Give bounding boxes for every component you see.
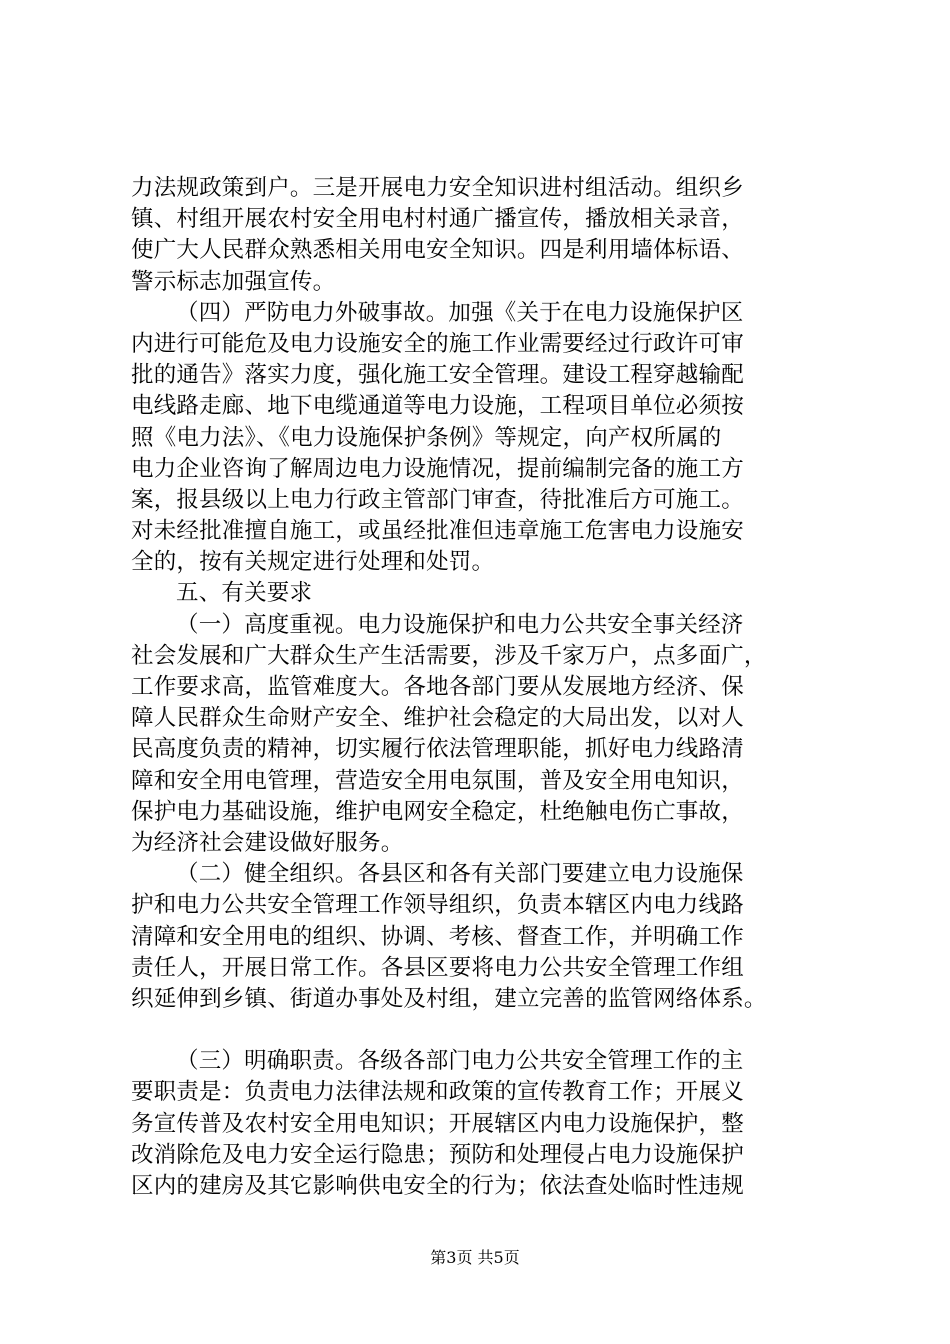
page-footer: 第3页 共5页 [430,1248,520,1267]
text-line: （三）明确职责。各级各部门电力公共安全管理工作的主 [176,1048,744,1075]
text-line: 障和安全用电管理，营造安全用电氛围，普及安全用电知识， [131,767,744,794]
text-line: 为经济社会建设做好服务。 [131,829,404,856]
text-line: 织延伸到乡镇、街道办事处及村组，建立完善的监管网络体系。 [131,985,767,1012]
text-line: 警示标志加强宣传。 [131,268,336,295]
text-line: 使广大人民群众熟悉相关用电安全知识。四是利用墙体标语、 [131,237,744,264]
text-line: 务宣传普及农村安全用电知识；开展辖区内电力设施保护，整 [131,1110,744,1137]
text-line: 电线路走廊、地下电缆通道等电力设施，工程项目单位必须按 [131,393,744,420]
blank-line [131,1015,831,1046]
text-line: 清障和安全用电的组织、协调、考核、督查工作，并明确工作 [131,923,744,950]
text-line: 工作要求高，监管难度大。各地各部门要从发展地方经济、保 [131,674,744,700]
text-line: 要职责是：负责电力法律法规和政策的宣传教育工作；开展义 [131,1079,744,1106]
text-line: （四）严防电力外破事故。加强《关于在电力设施保护区 [176,299,744,326]
text-line: 对未经批准擅自施工，或虽经批准但违章施工危害电力设施安 [131,518,744,545]
document-body [131,173,831,1202]
text-line: 责任人，开展日常工作。各县区要将电力公共安全管理工作组 [131,954,744,981]
text-line: 保护电力基础设施，维护电网安全稳定，杜绝触电伤亡事故， [131,798,744,825]
text-line: 五、有关要求 [176,580,313,607]
text-line: 案，报县级以上电力行政主管部门审查，待批准后方可施工。 [131,486,744,513]
text-line: 力法规政策到户。三是开展电力安全知识进村组活动。组织乡 [131,175,744,201]
text-line: （一）高度重视。电力设施保护和电力公共安全事关经济 [176,611,744,638]
text-line: 照《电力法》、《电力设施保护条例》等规定，向产权所属的 [131,424,722,451]
text-line: 内进行可能危及电力设施安全的施工作业需要经过行政许可审 [131,330,744,357]
text-line: 社会发展和广大群众生产生活需要，涉及千家万户，点多面广， [131,642,767,669]
text-line: 民高度负责的精神，切实履行依法管理职能，抓好电力线路清 [131,736,744,763]
text-line: 改消除危及电力安全运行隐患；预防和处理侵占电力设施保护 [131,1141,744,1168]
text-line: 全的，按有关规定进行处理和处罚。 [131,549,495,576]
text-line: 批的通告》落实力度，强化施工安全管理。建设工程穿越输配 [131,362,744,389]
text-line: 电力企业咨询了解周边电力设施情况，提前编制完备的施工方 [131,455,744,482]
text-line: 区内的建房及其它影响供电安全的行为；依法查处临时性违规 [131,1173,744,1199]
text-line: 护和电力公共安全管理工作领导组织，负责本辖区内电力线路 [131,892,744,919]
text-line: 镇、村组开展农村安全用电村村通广播宣传，播放相关录音， [131,206,744,233]
text-line: 障人民群众生命财产安全、维护社会稳定的大局出发，以对人 [131,705,744,732]
text-line: （二）健全组织。各县区和各有关部门要建立电力设施保 [176,861,744,888]
